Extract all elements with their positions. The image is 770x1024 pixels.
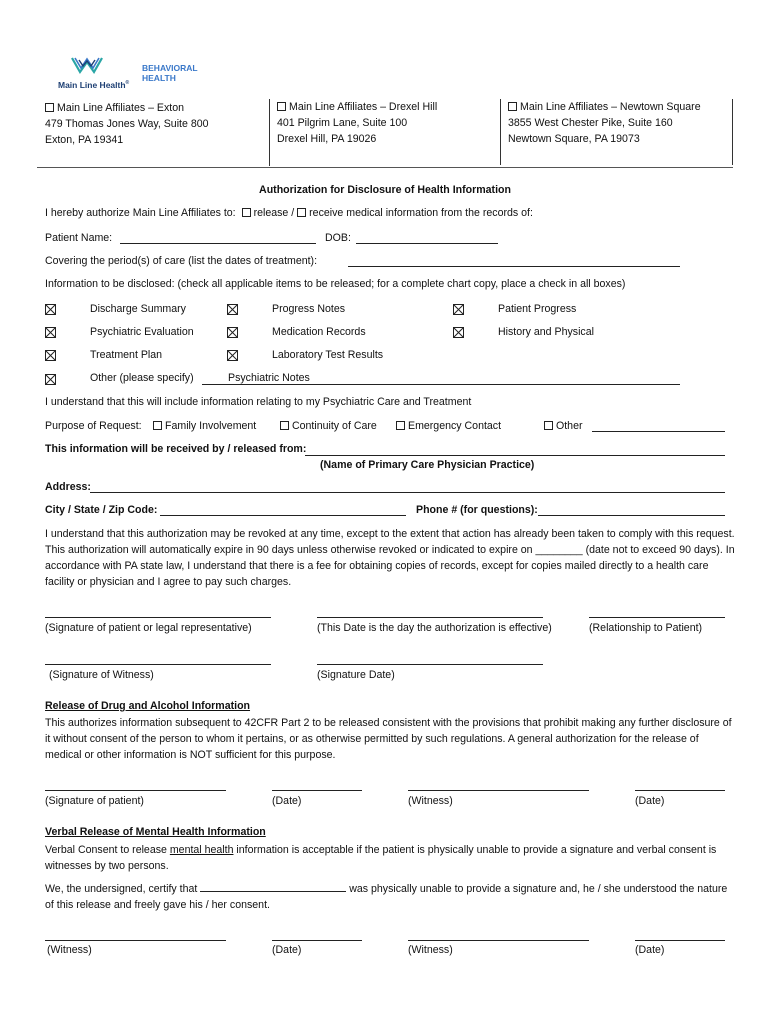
verbal-paragraph-2: We, the undersigned, certify that was physically unable to provide a signature and, he / she understood the nature of this release and freely gave his / her consent. [45,883,728,911]
checkbox-exton[interactable] [45,103,54,112]
purpose-family[interactable]: Family Involvement [153,420,256,432]
drug-alcohol-paragraph: This authorizes information subsequent to 42CFR Part 2 to be released consistent with the provisions that prohibit making any further disclosure of it without consent of the person to whom it pertains, or as otherwise permitted by such regulations. A general authorization for the release of medical or other information is NOT sufficient for this purpose. [45,717,732,761]
sig-date-effective-caption: (This Date is the day the authorization is effective) [317,622,552,634]
location-drexel-hill [277,99,501,165]
checked-box-icon[interactable] [45,374,56,385]
da-date1-caption: (Date) [272,795,302,807]
da-signature-patient-line[interactable] [45,790,226,791]
period-field[interactable] [348,266,680,267]
verbal-heading: Verbal Release of Mental Health Information [45,826,266,838]
phone-field[interactable] [538,515,725,516]
item-history-physical: History and Physical [498,326,594,338]
sig-relationship-caption: (Relationship to Patient) [589,622,703,634]
release-option: release / [253,207,295,219]
understand-psych: I understand that this will include information relating to my Psychiatric Care and Treatment [45,396,472,408]
item-laboratory-tests: Laboratory Test Results [272,349,384,361]
location-street: 3855 West Chester Pike, Suite 160 [508,117,673,129]
da-sig-patient-caption: (Signature of patient) [45,795,144,807]
receive-checkbox[interactable] [297,208,306,217]
item-medication-records: Medication Records [272,326,366,338]
period-label: Covering the period(s) of care (list the dates of treatment): [45,255,318,267]
other-specify-field[interactable] [202,384,680,385]
purpose-continuity[interactable]: Continuity of Care [280,420,377,432]
patient-name-label: Patient Name: [45,232,113,244]
drug-alcohol-heading: Release of Drug and Alcohol Information [45,700,251,712]
authorize-line [45,207,533,219]
checked-box-icon[interactable] [227,304,238,315]
received-by-label: This information will be received by / released from: [45,443,307,455]
verbal-date1-caption: (Date) [272,944,302,956]
checkbox-newtown-square[interactable] [508,102,517,111]
sig-witness-caption: (Signature of Witness) [49,669,154,681]
verbal-witness1-line[interactable] [45,940,226,941]
location-newtown-square [508,99,733,165]
item-discharge-summary: Discharge Summary [90,303,186,315]
logo-tm: ® [125,80,130,87]
patient-name-field[interactable] [120,243,316,244]
signature-date-line[interactable] [317,664,543,665]
main-line-health-logo-icon [70,56,104,80]
da-witness-caption: (Witness) [408,795,453,807]
item-other-label: Other (please specify) [90,372,194,384]
verbal-paragraph-1: Verbal Consent to release mental health information is acceptable if the patient is physically unable to provide a signature and verbal consent is witnesses by two persons. [45,844,717,872]
signature-date-effective-line[interactable] [317,617,543,618]
authorize-prefix: I hereby authorize Main Line Affiliates to: [45,207,236,219]
location-name: Main Line Affiliates – Drexel Hill [289,101,438,113]
verbal-witness1-caption: (Witness) [47,944,92,956]
checked-box-icon[interactable] [45,304,56,315]
location-exton [45,100,270,166]
revoke-paragraph: I understand that this authorization may be revoked at any time, except to the extent that action has already been taken to comply with this request. This authorization will automatically expire in 90 days unless otherwise revoked or indicated to expire on ________ (date not to exceed 90 days). In accordance with PA state law, I understand that there is a fee for obtaining copies of records, except for copies mailed directly to a health care facility or physician and I agree to pay such charges. [45,528,735,588]
item-other-value[interactable]: Psychiatric Notes [228,372,310,384]
da-date2-caption: (Date) [635,795,665,807]
signature-patient-line[interactable] [45,617,271,618]
purpose-emergency-checkbox[interactable] [396,421,405,430]
purpose-other-field[interactable] [592,431,725,432]
purpose-continuity-checkbox[interactable] [280,421,289,430]
verbal-witness2-caption: (Witness) [408,944,453,956]
location-street: 479 Thomas Jones Way, Suite 800 [45,118,209,130]
location-name: Main Line Affiliates – Exton [57,102,185,114]
info-label: Information to be disclosed: (check all applicable items to be released; for a complete chart copy, place a check in all boxes) [45,278,626,290]
dob-label: DOB: [325,232,351,244]
divider [269,99,270,166]
release-checkbox[interactable] [242,208,251,217]
city-field[interactable] [160,515,406,516]
logo-sub-1: BEHAVIORAL [142,63,198,73]
address-field[interactable] [90,492,725,493]
verbal-date2-caption: (Date) [635,944,665,956]
da-date2-line[interactable] [635,790,725,791]
phone-label: Phone # (for questions): [416,504,538,516]
item-progress-notes: Progress Notes [272,303,346,315]
header-rule [37,167,733,168]
checked-box-icon[interactable] [227,327,238,338]
purpose-other-checkbox[interactable] [544,421,553,430]
verbal-date2-line[interactable] [635,940,725,941]
sig-date-caption: (Signature Date) [317,669,395,681]
checkbox-drexel-hill[interactable] [277,102,286,111]
address-label: Address: [45,481,91,493]
location-city: Drexel Hill, PA 19026 [277,133,377,145]
received-by-field[interactable] [305,455,725,456]
logo-sub-2: HEALTH [142,73,176,83]
checked-box-icon[interactable] [45,327,56,338]
location-name: Main Line Affiliates – Newtown Square [520,101,701,113]
patient-name-blank[interactable] [200,882,346,892]
da-witness-line[interactable] [408,790,589,791]
city-label: City / State / Zip Code: [45,504,158,516]
verbal-witness2-line[interactable] [408,940,589,941]
item-psychiatric-evaluation: Psychiatric Evaluation [90,326,194,338]
purpose-label: Purpose of Request: [45,420,142,432]
checked-box-icon[interactable] [453,304,464,315]
purpose-other[interactable]: Other [544,420,583,432]
checked-box-icon[interactable] [45,350,56,361]
relationship-line[interactable] [589,617,725,618]
practice-caption: (Name of Primary Care Physician Practice) [320,459,535,471]
receive-option: receive medical information from the records of: [309,207,533,219]
form-title: Authorization for Disclosure of Health Information [259,184,511,196]
item-patient-progress: Patient Progress [498,303,577,315]
location-city: Exton, PA 19341 [45,134,124,146]
purpose-emergency[interactable]: Emergency Contact [396,420,501,432]
signature-witness-line[interactable] [45,664,271,665]
dob-field[interactable] [356,243,498,244]
checked-box-icon[interactable] [227,350,238,361]
item-treatment-plan: Treatment Plan [90,349,163,361]
checked-box-icon[interactable] [453,327,464,338]
sig-patient-rep-caption: (Signature of patient or legal representative) [45,622,252,634]
location-city: Newtown Square, PA 19073 [508,133,640,145]
purpose-family-checkbox[interactable] [153,421,162,430]
logo-brand: Main Line Health [58,80,126,90]
da-date1-line[interactable] [272,790,362,791]
location-street: 401 Pilgrim Lane, Suite 100 [277,117,408,129]
verbal-date1-line[interactable] [272,940,362,941]
